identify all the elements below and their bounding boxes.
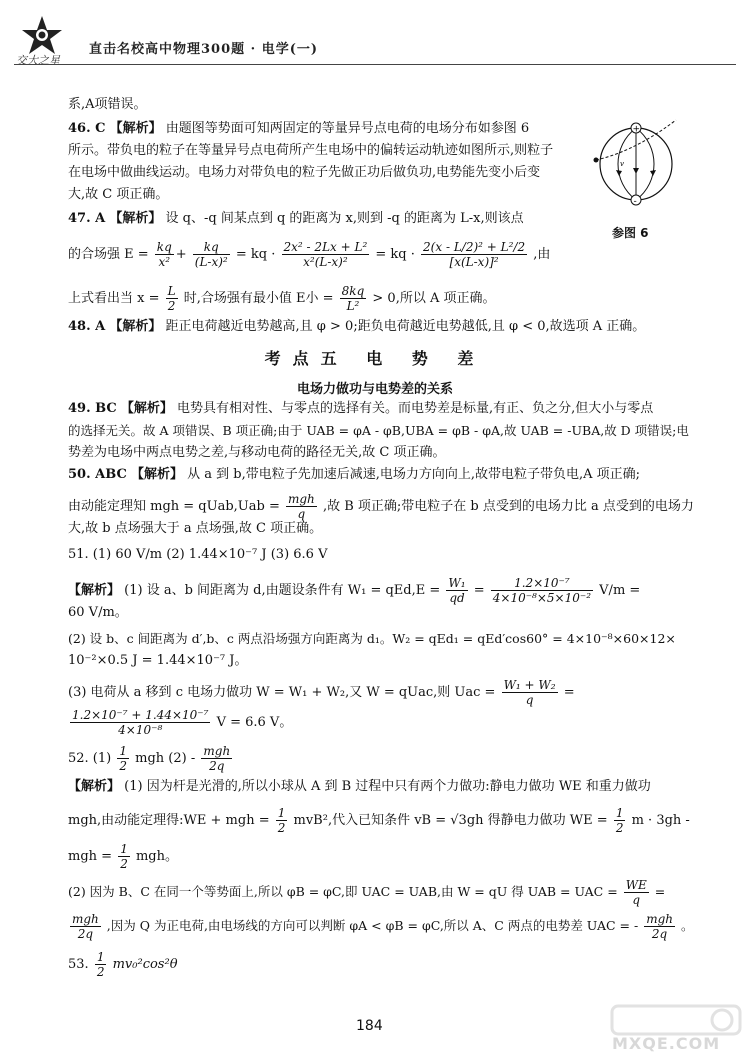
analysis-tag: 【解析】 <box>68 779 121 794</box>
numerator: W₁ + W₂ <box>503 678 556 692</box>
formula-text: (1) 设 a、b 间距离为 d,由题设条件有 W₁ = qEd,E = <box>124 583 441 598</box>
answer-number: 49. BC <box>68 401 117 416</box>
fraction <box>282 240 370 269</box>
formula-line <box>68 678 692 707</box>
answer-49 <box>68 400 692 418</box>
text-line: 在电场中做曲线运动。电场力对带负电的粒子先做正功后做负功,电势能先变小后变 <box>68 165 541 180</box>
formula-text: 时,合场强有最小值 E小 = <box>183 291 334 306</box>
subsection-title: 电场力做功与电势差的关系 <box>296 382 453 397</box>
analysis-tag: 【解析】 <box>68 583 121 598</box>
formula-text: ,故 B 项正确;带电粒子在 b 点受到的电场力比 a 点受到的电场力 <box>322 499 694 514</box>
field-diagram <box>592 116 680 208</box>
formula-text: 的合场强 E = <box>68 247 149 262</box>
formula-text: = <box>473 583 485 598</box>
answer-50 <box>68 466 692 484</box>
formula-text: 。 <box>680 918 694 933</box>
formula-line <box>68 284 692 313</box>
text-line: 大,故 C 项正确。 <box>68 187 169 202</box>
numerator: 1.2×10⁻⁷ + 1.44×10⁻⁷ <box>72 708 209 722</box>
text-line: (2) 设 b、c 间距离为 d′,b、c 两点沿场强方向距离为 d₁。W₂ = qEd₁ = qEd′cos60° = 4×10⁻⁸×60×12× <box>68 631 676 646</box>
formula-text: mgh (2) - <box>135 751 196 766</box>
denominator: (L-x)² <box>194 255 228 269</box>
answer-text: 由题图等势面可知两固定的等量异号点电荷的电场分布如参图 6 <box>165 121 530 136</box>
formula-text: V = 6.6 V。 <box>216 715 293 730</box>
figure-caption: 参图 6 <box>612 226 649 240</box>
formula-text: ,因为 Q 为正电荷,由电场线的方向可以判断 φA < φB = φC,所以 A、C 两点的电势差 UAC = - <box>106 918 639 933</box>
formula-line: 的合场强 E = $\frac{kq}{\text{x²}}$ + $\frac{kq}{\text{(L-x)²}}$ = kq · $\frac{\text{2x² - 2Lx + L²}}{\text{x²(L-x)²}}$ = kq · $\frac{\text{2(x - L/2)² + L²/2}}{\text{[x(L-x)]²}}$ ,由 <box>68 240 551 269</box>
numerator: 1.2×10⁻⁷ <box>491 576 593 591</box>
fraction <box>276 806 288 835</box>
formula-text: 52. (1) <box>68 751 112 766</box>
plus-charge-label: + <box>632 124 641 135</box>
fraction <box>70 912 101 941</box>
denominator: q <box>632 893 641 907</box>
fraction <box>644 912 675 941</box>
formula-line <box>68 492 692 521</box>
text-line: 势差为电场中两点电势之差,与移动电荷的路径无关,故 C 项正确。 <box>68 445 446 460</box>
formula-text: 53. <box>68 957 89 972</box>
numerator: W₁ <box>448 576 466 590</box>
answer-53 <box>68 950 692 979</box>
fraction <box>118 842 130 871</box>
fraction <box>502 678 558 707</box>
answer-number: 47. A <box>68 211 106 226</box>
numerator: 8kq <box>341 284 365 298</box>
text-line: 60 V/m。 <box>68 605 128 620</box>
section-title: 考点五 电 势 差 <box>264 349 486 368</box>
text-line: 10⁻²×0.5 J = 1.44×10⁻⁷ J。 <box>68 653 248 668</box>
fraction <box>614 806 626 835</box>
numerator: 1 <box>119 744 128 758</box>
fraction <box>286 492 317 521</box>
numerator: 2x² - 2Lx + L² <box>283 240 368 254</box>
formula-text: V/m = <box>599 583 641 598</box>
denominator: q <box>297 507 306 521</box>
numerator: 1 <box>615 806 624 820</box>
analysis-tag: 【解析】 <box>109 211 162 226</box>
fraction <box>201 744 232 773</box>
formula-text: (2) 因为 B、C 在同一个等势面上,所以 φB = φC,即 UAC = UAB,由 W = qU 得 UAB = UAC = <box>68 884 618 899</box>
text-line: 的选择无关。故 A 项错误、B 项正确;由于 UAB = φA - φB,UBA = φB - φA,故 UAB = -UBA,故 D 项错误;电 <box>68 423 689 438</box>
text-line: 大,故 b 点场强大于 a 点场强,故 C 项正确。 <box>68 521 323 536</box>
formula-text: ,由 <box>533 247 551 262</box>
fraction <box>624 878 649 907</box>
fraction <box>117 744 129 773</box>
formula-line <box>68 806 692 835</box>
analysis-tag: 【解析】 <box>109 121 162 136</box>
numerator: 2(x - L/2)² + L²/2 <box>423 240 526 254</box>
denominator: 2 <box>120 857 128 871</box>
numerator: kq <box>156 240 172 254</box>
fraction <box>193 240 230 269</box>
numerator: 1 <box>277 806 286 820</box>
denominator: 2q <box>209 759 225 773</box>
denominator: 2q <box>651 927 668 941</box>
formula-line <box>68 912 692 941</box>
numerator: 1 <box>120 842 128 856</box>
answer-text: 设 q、-q 间某点到 q 的距离为 x,则到 -q 的距离为 L-x,则该点 <box>165 211 524 226</box>
minus-charge-label: - <box>633 196 637 207</box>
logo-text: 交大之星 <box>16 54 60 67</box>
answer-46 <box>68 120 576 138</box>
formula-text: (3) 电荷从 a 移到 c 电场力做功 W = W₁ + W₂,又 W = qUac,则 Uac = <box>68 685 496 700</box>
formula-text: 上式看出当 x = <box>68 291 160 306</box>
formula-text: = <box>654 884 666 899</box>
book-title: 直击名校高中物理300题 · 电学(一) <box>89 42 319 57</box>
fraction <box>166 284 178 313</box>
denominator: 2q <box>77 927 94 941</box>
analysis-tag: 【解析】 <box>109 319 162 334</box>
formula-text: m · 3gh - <box>631 813 690 828</box>
denominator: 2 <box>277 821 286 835</box>
text-line: 系,A项错误。 <box>68 97 147 112</box>
answer-number: 50. ABC <box>68 467 127 482</box>
denominator: 2 <box>167 299 176 313</box>
numerator: kq <box>193 240 230 255</box>
denominator: q <box>525 693 534 707</box>
denominator: L² <box>346 299 360 313</box>
fraction <box>95 950 107 979</box>
fraction <box>155 240 174 269</box>
header-divider <box>14 64 736 65</box>
numerator: WE <box>625 878 647 892</box>
formula-line <box>68 842 692 871</box>
formula-line <box>68 778 692 796</box>
denominator: 2 <box>96 965 105 979</box>
answer-52 <box>68 744 692 773</box>
answer-48 <box>68 318 692 336</box>
analysis-tag: 【解析】 <box>120 401 173 416</box>
numerator: mgh <box>646 912 673 926</box>
numerator: mgh <box>72 912 99 926</box>
denominator: [x(L-x)]² <box>449 255 499 269</box>
formula-text: 由动能定理知 mgh = qUab,Uab = <box>68 499 280 514</box>
answer-47 <box>68 210 576 228</box>
numerator: L <box>167 284 176 298</box>
formula-line <box>68 576 692 605</box>
formula-text: = kq · <box>375 247 415 262</box>
answer-text: 距正电荷越近电势越高,且 φ > 0;距负电荷越近电势越低,且 φ < 0,故选项 A 正确。 <box>165 319 646 334</box>
page-number: 184 <box>356 1018 383 1034</box>
numerator: mgh <box>203 744 231 758</box>
denominator: x² <box>158 255 171 269</box>
text-line: 所示。带负电的粒子在等量异号点电荷所产生电场中的偏转运动轨迹如图所示,则粒子 <box>68 143 554 158</box>
formula-text: mvB²,代入已知条件 vB = √3gh 得静电力做功 WE = <box>293 813 608 828</box>
formula-line <box>68 708 692 737</box>
formula-text: = <box>563 685 575 700</box>
formula-line <box>68 878 692 907</box>
denominator: qd <box>449 591 465 605</box>
formula-text: > 0,所以 A 项正确。 <box>372 291 496 306</box>
answer-text: 电势具有相对性、与零点的选择有关。而电势差是标量,有正、负之分,但大小与零点 <box>177 401 654 416</box>
numerator: 1 <box>96 950 105 964</box>
velocity-label: v <box>620 160 624 168</box>
numerator: mgh <box>288 492 315 506</box>
denominator: 2 <box>119 759 128 773</box>
formula-text: mv₀²cos²θ <box>112 957 178 972</box>
fraction <box>340 284 367 313</box>
fraction <box>491 576 593 605</box>
formula-text: mgh,由动能定理得:WE + mgh = <box>68 813 270 828</box>
analysis-tag: 【解析】 <box>130 467 183 482</box>
denominator: 4×10⁻⁸ <box>118 723 163 737</box>
fraction <box>70 708 210 737</box>
formula-text: mgh。 <box>135 849 178 864</box>
formula-text: = kq · <box>235 247 276 262</box>
fraction <box>446 576 467 605</box>
answer-number: 48. A <box>68 319 106 334</box>
answer-number: 46. C <box>68 121 106 136</box>
formula-text: mgh = <box>68 849 113 864</box>
denominator: 2 <box>615 821 624 835</box>
formula-text: (1) 因为杆是光滑的,所以小球从 A 到 B 过程中只有两个力做功:静电力做功 WE 和重力做功 <box>124 779 651 794</box>
answer-text: 从 a 到 b,带电粒子先加速后减速,电场力方向向上,故带电粒子带负电,A 项正确; <box>187 467 641 482</box>
answer-51: 51. (1) 60 V/m (2) 1.44×10⁻⁷ J (3) 6.6 V <box>68 547 328 562</box>
fraction <box>421 240 527 269</box>
denominator: x²(L-x)² <box>303 255 348 269</box>
page-header <box>14 14 736 66</box>
denominator: 4×10⁻⁸×5×10⁻² <box>492 591 592 605</box>
watermark-text: MXQE.COM <box>612 1034 721 1053</box>
